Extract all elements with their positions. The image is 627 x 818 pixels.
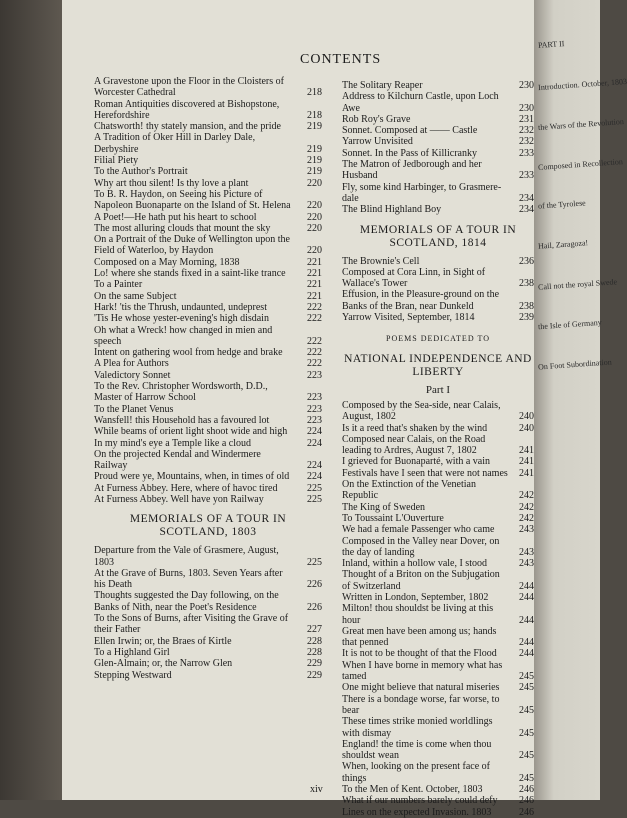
toc-entry [342, 400, 534, 423]
toc-entry [94, 613, 322, 636]
toc-entry-page: 242 [519, 490, 534, 502]
facing-page-text: the Isle of Germany [537, 317, 603, 332]
toc-entry-page: 227 [307, 624, 322, 636]
toc-entry [342, 148, 534, 159]
toc-entry [94, 223, 322, 234]
toc-entry [94, 347, 322, 358]
toc-entry-page: 220 [307, 222, 322, 234]
toc-entry-page: 240 [519, 422, 534, 434]
toc-entry-title: A Poet!—He hath put his heart to school [94, 211, 257, 223]
toc-entry [342, 524, 534, 535]
toc-entry-title: Address to Kilchurn Castle, upon Loch Awe [342, 91, 499, 114]
toc-entry [94, 590, 322, 613]
toc-entry-title: Intent on gathering wool from hedge and brake [94, 347, 283, 359]
toc-entry-page: 222 [307, 335, 322, 347]
toc-entry-page: 225 [307, 556, 322, 568]
toc-entry-title: England! the time is come when thou shouldst wean [342, 738, 492, 762]
toc-entry-title: Lines on the expected Invasion. 1803 [342, 806, 492, 818]
toc-entry-page: 221 [307, 290, 322, 302]
toc-entry-page: 241 [519, 467, 534, 479]
toc-entry-page: 220 [307, 211, 322, 223]
toc-entry-title: On a Portrait of the Duke of Wellington upon the Field of Waterloo, by Haydon [94, 234, 290, 257]
toc-entry-title: The Solitary Reaper [342, 80, 423, 91]
toc-entry-page: 246 [519, 806, 534, 818]
toc-entry-page: 232 [519, 125, 534, 137]
toc-entry-title: Sonnet. In the Pass of Killicranky [342, 147, 477, 159]
toc-entry-title: In my mind's eye a Temple like a cloud [94, 437, 251, 449]
toc-entry-page: 228 [307, 646, 322, 658]
toc-entry-page: 220 [307, 245, 322, 257]
toc-entry-title: Departure from the Vale of Grasmere, August, 1803 [94, 545, 279, 568]
toc-entry-title: Composed near Calais, on the Road leading to Ardres, August 7, 1802 [342, 433, 486, 457]
toc-entry [94, 302, 322, 313]
toc-entry-title: Stepping Westward [94, 669, 172, 681]
toc-entry-title: The King of Sweden [342, 501, 426, 513]
toc-entry [94, 545, 322, 568]
toc-entry [94, 257, 322, 268]
toc-entry [342, 434, 534, 457]
toc-entry-title: Why art thou silent! Is thy love a plant [94, 177, 249, 189]
toc-entry-page: 228 [307, 635, 322, 647]
toc-entry-title: The Brownie's Cell [342, 255, 420, 267]
toc-entry [94, 471, 322, 482]
toc-entry-title: One might believe that natural miseries [342, 682, 500, 694]
toc-entry [94, 313, 322, 324]
toc-entry [342, 603, 534, 626]
toc-entry-title: Milton! thou shouldst be living at this hour [342, 603, 494, 626]
toc-entry-page: 224 [307, 437, 322, 449]
toc-entry-title: Festivals have I seen that were not names [342, 467, 508, 479]
toc-entry-page: 245 [519, 727, 534, 739]
toc-entry [94, 568, 322, 591]
toc-entry-title: We had a female Passenger who came [342, 524, 495, 536]
toc-entry-title: Sonnet. Composed at —— Castle [342, 125, 478, 137]
toc-entry-page: 219 [307, 166, 322, 178]
toc-entry-page: 234 [519, 192, 534, 204]
toc-entry-page: 244 [519, 580, 534, 592]
toc-entry-page: 226 [307, 601, 322, 613]
toc-entry [94, 268, 322, 279]
toc-entry-title: Is it a reed that's shaken by the wind [342, 422, 488, 434]
toc-entry [342, 479, 534, 502]
toc-entry [94, 189, 322, 212]
toc-entry-page: 218 [307, 109, 322, 121]
toc-entry-title: Written in London, September, 1802 [342, 591, 489, 603]
toc-entry-page: 243 [519, 546, 534, 558]
toc-entry-page: 245 [519, 772, 534, 784]
toc-entry [342, 468, 534, 479]
toc-entry [342, 91, 534, 114]
toc-entry-page: 241 [519, 445, 534, 457]
section-heading: NATIONAL INDEPENDENCE AND LIBERTY [344, 352, 532, 378]
toc-entry [94, 325, 322, 348]
toc-entry-page: 222 [307, 313, 322, 325]
toc-entry-title: At the Grave of Burns, 1803. Seven Years after his Death [94, 567, 283, 591]
section-kicker: POEMS DEDICATED TO [386, 334, 490, 344]
toc-entry-page: 241 [519, 456, 534, 468]
toc-entry-title: Oh what a Wreck! how changed in mien and speech [94, 324, 273, 347]
toc-entry-title: Thought of a Briton on the Subjugation of Switzerland [342, 569, 500, 592]
page-folio: xiv [310, 784, 323, 795]
toc-entry-page: 222 [307, 358, 322, 370]
toc-entry [342, 807, 534, 818]
toc-entry-page: 230 [519, 102, 534, 114]
toc-entry [342, 660, 534, 683]
toc-entry-page: 244 [519, 648, 534, 660]
toc-entry-page: 220 [307, 177, 322, 189]
toc-entry-page: 243 [519, 558, 534, 570]
toc-entry-title: On the projected Kendal and Windermere Railway [94, 448, 261, 472]
toc-entry-page: 222 [307, 347, 322, 359]
toc-entry-title: Yarrow Visited, September, 1814 [342, 312, 475, 324]
toc-entry-page: 225 [307, 482, 322, 494]
toc-entry-page: 246 [519, 795, 534, 807]
toc-entry-page: 226 [307, 579, 322, 591]
toc-entry [342, 536, 534, 559]
toc-entry-page: 221 [307, 279, 322, 291]
toc-entry [94, 438, 322, 449]
toc-entry-page: 223 [307, 403, 322, 415]
toc-entry [94, 483, 322, 494]
toc-entry-title: To B. R. Haydon, on Seeing his Picture of Napoleon Buonaparte on the Island of St. Helena [94, 188, 291, 212]
toc-entry [94, 658, 322, 669]
toc-entry-page: 218 [307, 87, 322, 99]
toc-entry-title: Lo! where she stands fixed in a saint-like trance [94, 268, 286, 280]
toc-entry-page: 230 [519, 80, 534, 91]
toc-entry-title: Composed at Cora Linn, in Sight of Wallace's Tower [342, 266, 486, 290]
toc-entry-page: 240 [519, 411, 534, 423]
toc-entry-title: Wansfell! this Household has a favoured lot [94, 414, 270, 426]
toc-entry [94, 670, 322, 681]
toc-entry-page: 243 [519, 524, 534, 536]
toc-entry [342, 761, 534, 784]
toc-entry-page: 242 [519, 512, 534, 524]
toc-entry [342, 182, 534, 205]
facing-page-text: On Foot Subordination [537, 357, 613, 372]
toc-entry-title: The most alluring clouds that mount the sky [94, 222, 271, 234]
toc-entry-title: A Gravestone upon the Floor in the Cloisters of Worcester Cathedral [94, 76, 284, 99]
toc-entry-page: 244 [519, 591, 534, 603]
toc-entry-title: I grieved for Buonaparté, with a vain [342, 456, 491, 468]
toc-entry-title: Filial Piety [94, 155, 139, 167]
toc-entry [94, 370, 322, 381]
toc-entry-title: Proud were ye, Mountains, when, in times of old [94, 471, 290, 483]
left-column [94, 76, 322, 681]
toc-entry-page: 221 [307, 256, 322, 268]
toc-entry [94, 291, 322, 302]
toc-entry-title: Effusion, in the Pleasure-ground on the Banks of the Bran, near Dunkeld [342, 289, 500, 312]
toc-entry-page: 222 [307, 301, 322, 313]
toc-entry [94, 415, 322, 426]
toc-entry-title: 'Tis He whose yester-evening's high disdain [94, 313, 269, 325]
toc-entry [342, 312, 534, 323]
toc-entry [342, 423, 534, 434]
toc-entry-page: 229 [307, 658, 322, 670]
toc-entry-title: When, looking on the present face of things [342, 761, 491, 784]
toc-entry [94, 426, 322, 437]
toc-entry-page: 234 [519, 204, 534, 216]
toc-entry [342, 626, 534, 649]
toc-entry [342, 739, 534, 762]
toc-entry [342, 114, 534, 125]
toc-entry-title: Great men have been among us; hands that penned [342, 625, 497, 649]
toc-entry [342, 592, 534, 603]
facing-page [534, 0, 627, 800]
toc-entry-title: Inland, within a hollow vale, I stood [342, 558, 487, 570]
toc-entry-page: 238 [519, 278, 534, 290]
toc-entry-title: Roman Antiquities discovered at Bishopstone, Herefordshire [94, 98, 280, 121]
toc-entry-page: 245 [519, 671, 534, 683]
toc-entry-page: 221 [307, 268, 322, 280]
toc-entry [342, 80, 534, 91]
toc-entry-title: While beams of orient light shoot wide and high [94, 426, 288, 438]
toc-entry [94, 212, 322, 223]
toc-entry-title: To the Sons of Burns, after Visiting the Grave of their Father [94, 613, 289, 636]
toc-entry-page: 229 [307, 669, 322, 681]
toc-entry-title: Composed in the Valley near Dover, on the day of landing [342, 535, 500, 558]
toc-entry [342, 136, 534, 147]
toc-entry-title: On the same Subject [94, 290, 177, 302]
toc-entry [94, 132, 322, 155]
toc-entry-page: 245 [519, 682, 534, 694]
toc-entry [342, 456, 534, 467]
toc-entry [342, 513, 534, 524]
toc-entry-title: Chatsworth! thy stately mansion, and the pride [94, 121, 281, 133]
toc-entry-page: 236 [519, 255, 534, 267]
toc-entry-title: What if our numbers barely could defy [342, 795, 498, 807]
toc-entry-title: When I have borne in memory what has tamed [342, 659, 503, 683]
toc-entry-title: On the Extinction of the Venetian Republic [342, 479, 476, 502]
toc-entry [94, 647, 322, 658]
toc-entry-title: These times strike monied worldlings with dismay [342, 716, 493, 739]
facing-page-text: the Wars of the Revolution [537, 117, 625, 132]
toc-entry-title: To a Painter [94, 279, 143, 291]
toc-entry [342, 716, 534, 739]
toc-entry-title: Hark! 'tis the Thrush, undaunted, undeprest [94, 301, 267, 313]
toc-entry [94, 449, 322, 472]
toc-entry [94, 178, 322, 189]
toc-entry-title: Glen-Almain; or, the Narrow Glen [94, 658, 233, 670]
toc-entry-page: 219 [307, 155, 322, 167]
toc-entry-page: 223 [307, 414, 322, 426]
toc-entry-title: It is not to be thought of that the Flood [342, 648, 497, 660]
toc-entry-title: Ellen Irwin; or, the Braes of Kirtle [94, 635, 232, 647]
toc-entry-title: Yarrow Unvisited [342, 136, 413, 148]
toc-entry-page: 220 [307, 200, 322, 212]
toc-entry-page: 224 [307, 471, 322, 483]
toc-entry-title: Composed by the Sea-side, near Calais, August, 1802 [342, 399, 501, 423]
toc-entry-page: 245 [519, 750, 534, 762]
toc-entry [94, 121, 322, 132]
desk-background [0, 0, 62, 800]
toc-entry-page: 232 [519, 136, 534, 148]
toc-entry-page: 246 [519, 784, 534, 796]
toc-entry [94, 76, 322, 99]
toc-entry [342, 204, 534, 215]
toc-entry-title: To the Men of Kent. October, 1803 [342, 784, 483, 796]
toc-entry [342, 694, 534, 717]
toc-entry-title: At Furness Abbey. Here, where of havoc tired [94, 482, 278, 494]
toc-entry-page: 239 [519, 312, 534, 324]
toc-entry-title: To the Planet Venus [94, 403, 174, 415]
toc-entry-page: 238 [519, 300, 534, 312]
toc-entry [94, 404, 322, 415]
toc-entry [342, 267, 534, 290]
facing-page-text: Call not the royal Swede [537, 277, 618, 292]
toc-entry [342, 558, 534, 569]
toc-entry-page: 225 [307, 493, 322, 505]
toc-entry [94, 381, 322, 404]
toc-entry [342, 795, 534, 806]
toc-entry-title: To a Highland Girl [94, 646, 170, 658]
toc-entry-title: At Furness Abbey. Well have yon Railway [94, 493, 264, 505]
toc-entry [342, 569, 534, 592]
facing-page-text: Introduction. October, 1803 [537, 76, 627, 93]
toc-entry-title: There is a bondage worse, far worse, to bear [342, 693, 500, 716]
toc-entry-page: 231 [519, 113, 534, 125]
facing-page-text: Composed in Recollection [537, 157, 624, 172]
toc-entry [342, 289, 534, 312]
toc-entry [342, 256, 534, 267]
facing-page-text: Hail, Zaragoza! [537, 238, 589, 251]
part-label: Part I [425, 383, 451, 396]
toc-entry [94, 279, 322, 290]
toc-entry-title: To Toussaint L'Ouverture [342, 512, 444, 524]
toc-entry-page: 223 [307, 392, 322, 404]
toc-entry [342, 125, 534, 136]
toc-entry [342, 648, 534, 659]
toc-entry-page: 245 [519, 704, 534, 716]
toc-entry [94, 234, 322, 257]
toc-entry-title: To the Rev. Christopher Wordsworth, D.D., Master of Harrow School [94, 381, 268, 404]
toc-entry-title: A Tradition of Oker Hill in Darley Dale, Derbyshire [94, 132, 256, 155]
toc-entry-title: The Blind Highland Boy [342, 204, 442, 216]
toc-entry-page: 223 [307, 369, 322, 381]
toc-entry-page: 219 [307, 143, 322, 155]
toc-entry [94, 636, 322, 647]
toc-entry-title: Thoughts suggested the Day following, on the Banks of Nith, near the Poet's Residence [94, 590, 279, 613]
toc-entry [94, 358, 322, 369]
toc-entry-title: The Matron of Jedborough and her Husband [342, 159, 482, 182]
toc-entry [342, 784, 534, 795]
facing-page-text: of the Tyrolese [537, 198, 586, 211]
toc-entry-title: Rob Roy's Grave [342, 113, 411, 125]
toc-entry-page: 219 [307, 121, 322, 133]
toc-entry-page: 242 [519, 501, 534, 513]
toc-entry [94, 166, 322, 177]
toc-entry-title: Composed on a May Morning, 1838 [94, 256, 240, 268]
toc-entry [342, 502, 534, 513]
toc-entry-page: 224 [307, 460, 322, 472]
section-heading: MEMORIALS OF A TOUR IN SCOTLAND, 1814 [359, 223, 517, 249]
toc-entry-page: 233 [519, 170, 534, 182]
page-title: CONTENTS [300, 52, 382, 67]
toc-entry-title: A Plea for Authors [94, 358, 169, 370]
section-heading: MEMORIALS OF A TOUR IN SCOTLAND, 1803 [129, 513, 287, 539]
facing-page-text: PART II [537, 39, 565, 50]
toc-entry [94, 494, 322, 505]
toc-entry [342, 682, 534, 693]
toc-entry [342, 159, 534, 182]
toc-entry-title: Fly, some kind Harbinger, to Grasmere-dale [342, 181, 502, 204]
toc-entry-title: To the Author's Portrait [94, 166, 188, 178]
toc-entry-title: Valedictory Sonnet [94, 369, 171, 381]
toc-entry-page: 244 [519, 614, 534, 626]
toc-entry-page: 224 [307, 426, 322, 438]
right-column [342, 80, 534, 818]
toc-entry [94, 155, 322, 166]
toc-entry [94, 99, 322, 122]
toc-entry-page: 233 [519, 147, 534, 159]
toc-entry-page: 244 [519, 637, 534, 649]
